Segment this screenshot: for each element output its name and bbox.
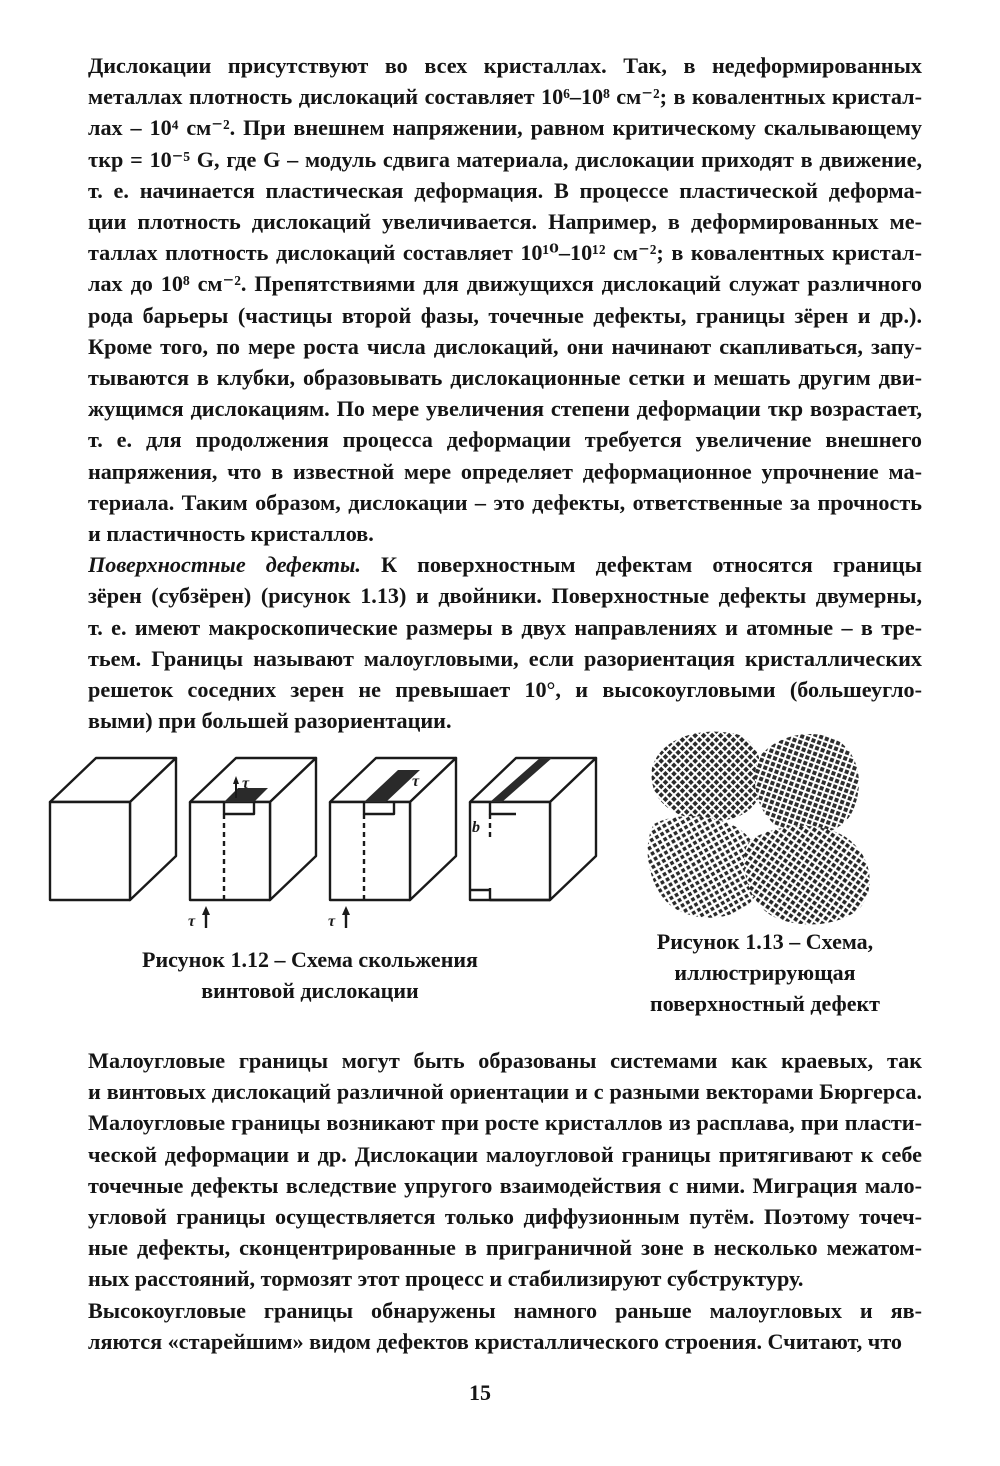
text-line: точечные дефекты вследствие упругого взаимодействия с ними. Миграция мало- — [88, 1172, 922, 1198]
text-line: т. е. для продолжения процесса деформации требуется увеличение внешнего — [88, 427, 922, 453]
text-line: таллах плотность дислокаций составляет 10¹⁰–10¹² см⁻²; в ковалентных кристал- — [88, 240, 922, 266]
text-line: ции плотность дислокаций увеличивается. Например, в деформированных ме- — [88, 209, 922, 235]
text-line: ческой деформации и др. Дислокации малоугловой границы притягивают к себе — [88, 1141, 922, 1167]
text-line: териала. Таким образом, дислокации – это дефекты, ответственные за прочность — [88, 489, 922, 515]
grain-bottom-right — [744, 826, 870, 925]
text-line: лах до 10⁸ см⁻². Препятствиями для движущихся дислокаций служат различного — [88, 271, 922, 297]
text-line: решеток соседних зерен не превышает 10°, и высокоугловыми (большеугло- — [88, 677, 922, 703]
text-line: Кроме того, по мере роста числа дислокаций, они начинают скапливаться, запу- — [88, 333, 922, 359]
cube-step-2 — [330, 758, 456, 900]
italic-lead: Поверхностные дефекты. — [88, 552, 361, 578]
figure-1-13-caption — [620, 926, 910, 1019]
cube-undeformed — [50, 758, 176, 900]
text-line: угловой границы осуществляется только диффузионным путём. Поэтому точеч- — [88, 1204, 922, 1230]
text-line: и винтовых дислокаций различной ориентации и с разными векторами Бюргерса. — [88, 1079, 922, 1105]
text-line: Малоугловые границы возникают при росте кристаллов из расплава, при пласти- — [88, 1110, 922, 1136]
text-line: рода барьеры (частицы второй фазы, точечные дефекты, границы зёрен и др.). — [88, 302, 922, 328]
page-number: 15 — [469, 1380, 491, 1405]
figure-1-13-grain-boundary-pattern — [640, 720, 890, 930]
caption-line: иллюстрирующая — [674, 960, 856, 985]
text-line: тьем. Границы называют малоугловыми, если разориентация кристаллических — [88, 645, 922, 671]
text-line: металлах плотность дислокаций составляет 10⁶–10⁸ см⁻²; в ковалентных кристал- — [88, 84, 922, 110]
tau-label-cube2-top: τ — [242, 775, 250, 792]
text-line: жущимся дислокациям. По мере увеличения степени деформации τкр возрастает, — [88, 396, 922, 422]
figure-1-12-screw-dislocation-diagram — [40, 740, 630, 930]
text-line: зёрен (субзёрен) (рисунок 1.13) и двойники. Поверхностные дефекты двумерны, — [88, 583, 922, 609]
caption-line: винтовой дислокации — [201, 978, 419, 1003]
tau-label-cube3-top: τ — [412, 773, 420, 790]
text-block-bottom — [88, 1045, 922, 1357]
tau-label-cube2-bottom: τ — [188, 913, 196, 930]
text-line-rest: К поверхностным дефектам относятся границы — [360, 552, 922, 578]
tau-label-cube3-bottom: τ — [328, 913, 336, 930]
text-line — [88, 549, 922, 580]
text-line: τкр = 10⁻⁵ G, где G – модуль сдвига материала, дислокации приходят в движение, — [88, 146, 922, 172]
grain-top-left — [652, 732, 762, 821]
figure-1-12-caption — [110, 944, 510, 1006]
text-line: и пластичность кристаллов. — [88, 521, 374, 547]
caption-line: поверхностный дефект — [650, 991, 880, 1016]
text-line: выми) при большей разориентации. — [88, 708, 452, 734]
text-line: Дислокации присутствуют во всех кристаллах. Так, в недеформированных — [88, 53, 922, 78]
text-line: ных расстояний, тормозят этот процесс и стабилизируют субструктуру. — [88, 1266, 804, 1292]
caption-line: Рисунок 1.13 – Схема, — [656, 929, 874, 954]
text-line: напряжения, что в известной мере определяет деформационное упрочнение ма- — [88, 458, 922, 484]
text-line: ляются «старейшим» видом дефектов кристаллического строения. Считают, что — [88, 1328, 903, 1354]
text-line: лах – 10⁴ см⁻². При внешнем напряжении, равном критическому скалывающему — [88, 115, 922, 141]
b-label-cube4: b — [472, 819, 480, 836]
text-line: Малоугловые границы могут быть образованы системами как краевых, так — [88, 1048, 922, 1073]
cube-step-3 — [470, 758, 596, 900]
text-line: т. е. имеют макроскопические размеры в двух направлениях и атомные – в тре- — [88, 614, 922, 640]
cube-step-1 — [190, 758, 316, 900]
text-block-top — [88, 50, 922, 736]
text-line: т. е. начинается пластическая деформация. В процессе пластической деформа- — [88, 177, 922, 203]
text-line: ные дефекты, сконцентрированные в приграничной зоне в несколько межатом- — [88, 1235, 922, 1261]
text-line: Высокоугловые границы обнаружены намного раньше малоугловых и яв- — [88, 1297, 922, 1323]
grain-top-right — [755, 734, 859, 835]
text-line: тываются в клубки, образовывать дислокационные сетки и мешать другим дви- — [88, 365, 922, 391]
caption-line: Рисунок 1.12 – Схема скольжения — [142, 947, 478, 972]
